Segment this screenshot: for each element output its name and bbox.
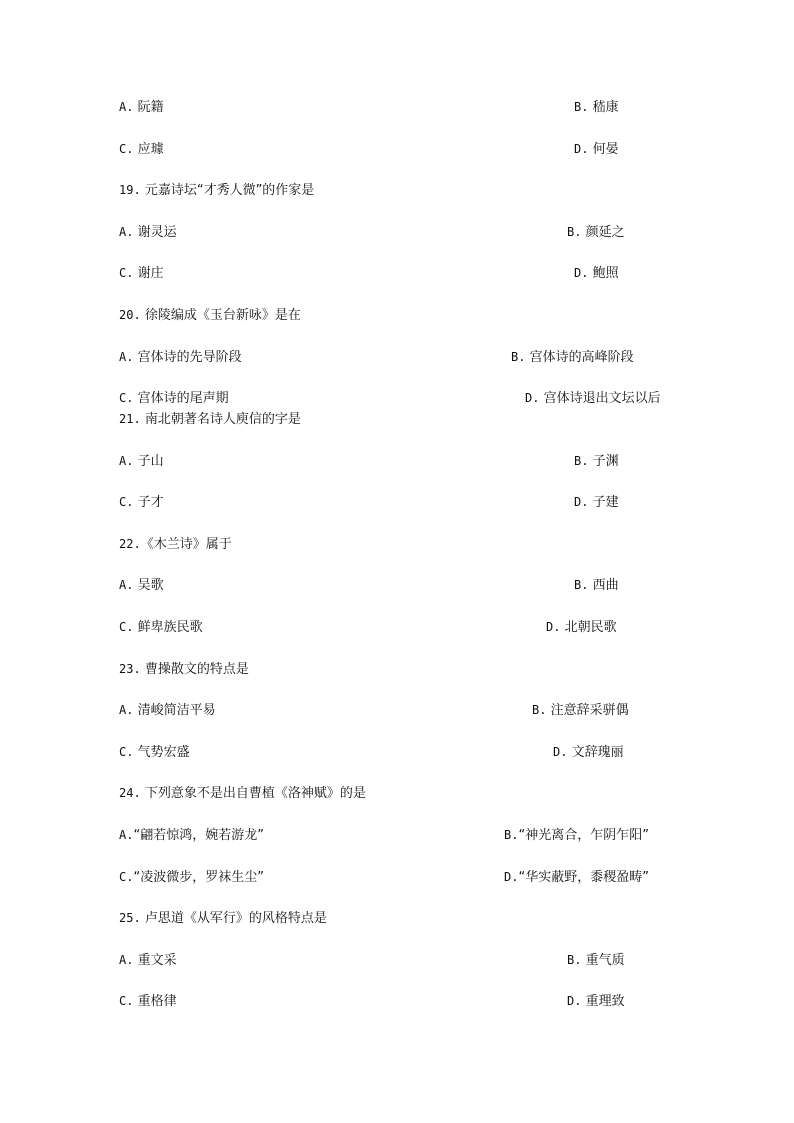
option-text: 气势宏盛 [137,745,190,760]
option-letter: D. [546,620,561,634]
option-d [574,141,619,158]
option-text: 宫体诗的尾声期 [137,391,229,406]
option-letter: B. [511,350,526,364]
question-number: 19. [119,183,141,197]
option-letter: C. [119,266,134,280]
question-text: 曹操散文的特点是 [144,662,249,677]
option-text: “翩若惊鸿，婉若游龙” [133,828,264,843]
option-text: 鲜卑族民歌 [137,620,203,635]
option-c [119,619,203,636]
option-d [525,390,661,407]
option-a [119,702,216,719]
option-letter: C. [119,994,134,1008]
question-text: 元嘉诗坛“才秀人微”的作家是 [144,183,315,198]
option-text: 吴歌 [137,578,164,593]
option-text: 子渊 [592,454,619,469]
option-text: “神光离合，乍阴乍阳” [518,828,649,843]
option-d [553,744,624,761]
option-letter: C. [119,745,134,759]
option-c [119,744,190,761]
question-text: 《木兰诗》属于 [140,537,232,552]
option-text: 子山 [137,454,164,469]
option-text: “华实蔽野，黍稷盈畴” [518,870,649,885]
option-a [119,952,177,969]
option-letter: D. [504,870,519,884]
option-letter: A. [119,225,134,239]
option-text: 重理致 [585,994,625,1009]
question-number: 24. [119,786,141,800]
option-letter: A. [119,454,134,468]
option-a [119,453,164,470]
option-text: 应璩 [137,142,164,157]
option-letter: C. [119,391,134,405]
option-text: 宫体诗的先导阶段 [137,350,242,365]
option-c [119,993,177,1010]
option-b [504,827,649,844]
option-text: 阮籍 [137,100,164,115]
option-b [574,99,619,116]
option-letter: D. [553,745,568,759]
option-letter: A. [119,828,134,842]
question-stem [119,411,301,428]
option-letter: B. [504,828,519,842]
option-c [119,869,264,886]
option-letter: A. [119,953,134,967]
option-letter: B. [532,703,547,717]
option-d [567,993,625,1010]
question-stem [119,661,249,678]
question-number: 21. [119,412,141,426]
option-text: 宫体诗退出文坛以后 [543,391,661,406]
option-letter: C. [119,870,134,884]
option-letter: D. [574,142,589,156]
option-letter: B. [567,225,582,239]
option-letter: A. [119,703,134,717]
option-d [574,265,619,282]
option-d [504,869,649,886]
option-b [511,349,634,366]
option-letter: D. [574,266,589,280]
option-a [119,577,164,594]
question-text: 卢思道《从军行》的风格特点是 [144,911,327,926]
option-text: 重文采 [137,953,177,968]
option-text: 子才 [137,495,164,510]
option-a [119,224,177,241]
question-number: 23. [119,662,141,676]
question-stem [119,785,366,802]
option-a [119,349,242,366]
question-number: 20. [119,308,141,322]
option-letter: B. [574,454,589,468]
option-c [119,494,164,511]
option-letter: B. [574,578,589,592]
option-b [574,577,619,594]
option-a [119,99,164,116]
option-text: 何晏 [592,142,619,157]
option-letter: D. [567,994,582,1008]
option-d [574,494,619,511]
option-c [119,141,164,158]
option-b [567,952,625,969]
option-letter: C. [119,142,134,156]
option-letter: D. [525,391,540,405]
option-letter: B. [567,953,582,967]
option-c [119,265,164,282]
option-letter: B. [574,100,589,114]
question-number: 25. [119,911,141,925]
question-text: 徐陵编成《玉台新咏》是在 [144,308,301,323]
option-text: 重格律 [137,994,177,1009]
option-b [574,453,619,470]
option-text: 注意辞采骈偶 [550,703,629,718]
option-c [119,390,229,407]
question-stem [119,307,301,324]
option-text: 重气质 [585,953,625,968]
option-letter: D. [574,495,589,509]
option-b [567,224,625,241]
question-stem [119,182,314,199]
option-letter: A. [119,578,134,592]
option-text: “凌波微步，罗袜生尘” [133,870,264,885]
option-text: 文辞瑰丽 [571,745,624,760]
option-letter: A. [119,100,134,114]
option-text: 清峻简洁平易 [137,703,216,718]
question-stem [119,910,327,927]
option-a [119,827,264,844]
option-letter: A. [119,350,134,364]
question-text: 下列意象不是出自曹植《洛神赋》的是 [144,786,366,801]
option-text: 西曲 [592,578,619,593]
question-text: 南北朝著名诗人庾信的字是 [144,412,301,427]
option-text: 颜延之 [585,225,625,240]
question-number: 22. [119,537,141,551]
option-text: 宫体诗的高峰阶段 [529,350,634,365]
option-text: 谢庄 [137,266,164,281]
option-letter: C. [119,495,134,509]
option-letter: C. [119,620,134,634]
option-text: 鲍照 [592,266,619,281]
question-stem [119,536,232,553]
option-b [532,702,629,719]
option-text: 谢灵运 [137,225,177,240]
option-text: 子建 [592,495,619,510]
option-text: 北朝民歌 [564,620,617,635]
option-d [546,619,617,636]
option-text: 嵇康 [592,100,619,115]
